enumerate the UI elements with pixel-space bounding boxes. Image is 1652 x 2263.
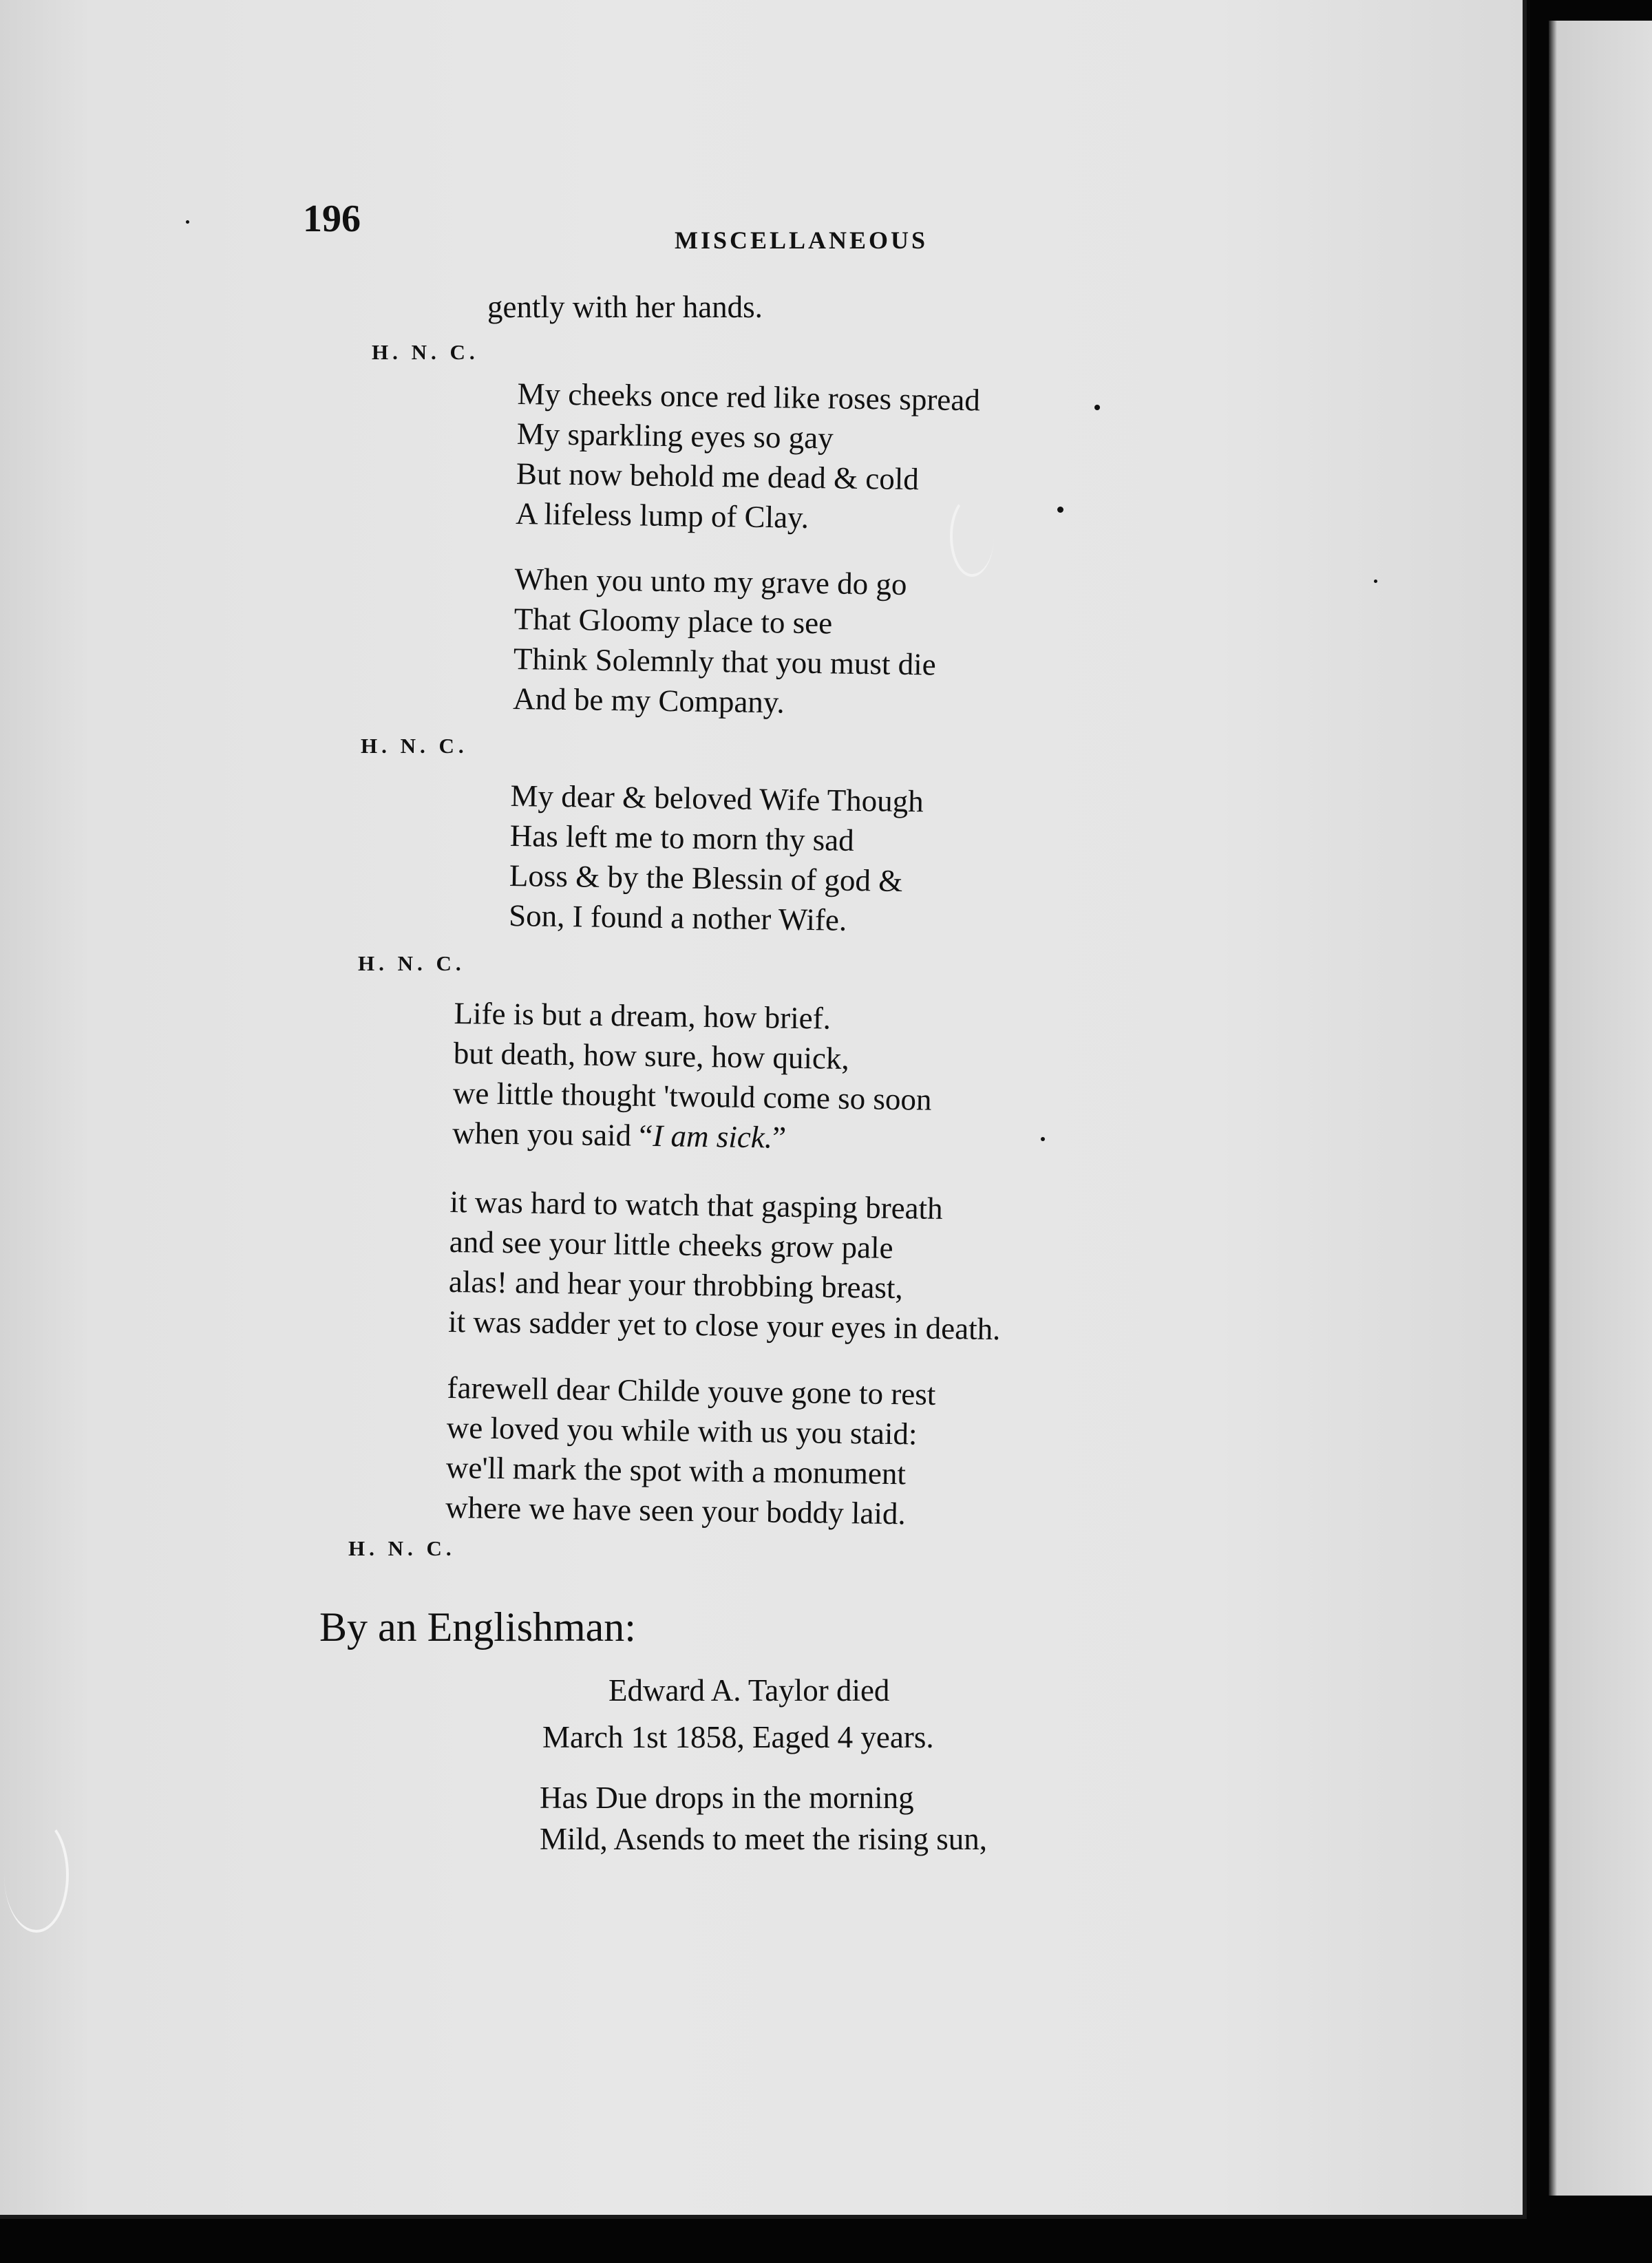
poem-line: we little thought 'twould come so soon — [452, 1075, 932, 1117]
poem-line: But now behold me dead & cold — [516, 456, 920, 497]
poem-line: we'll mark the spot with a monument — [445, 1449, 907, 1491]
poem-line: it was hard to watch that gasping breath — [449, 1184, 943, 1226]
poem-line: and see your little cheeks grow pale — [449, 1224, 893, 1265]
ink-speck — [186, 220, 189, 224]
epitaph-line: March 1st 1858, Eaged 4 years. — [542, 1720, 934, 1754]
poem-line: we loved you while with us you staid: — [446, 1410, 918, 1452]
poem-line: My sparkling eyes so gay — [516, 416, 834, 456]
poem-line: Has left me to morn thy sad — [509, 818, 855, 858]
poem-line: Loss & by the Blessin of god & — [509, 858, 903, 898]
ink-speck — [1094, 405, 1100, 410]
ink-speck — [1374, 580, 1377, 583]
poem-line: it was sadder yet to close your eyes in death. — [447, 1304, 1001, 1347]
section-heading: By an Englishman: — [319, 1604, 636, 1650]
poem-line: My dear & beloved Wife Though — [510, 778, 924, 819]
page-number: 196 — [303, 198, 361, 240]
signature-initials: H. N. C. — [372, 340, 479, 364]
ink-speck — [1041, 1137, 1045, 1141]
poem-line: Think Solemnly that you must die — [513, 641, 937, 682]
signature-initials: H. N. C. — [361, 734, 468, 758]
running-title: MISCELLANEOUS — [675, 226, 929, 254]
poem-line: Son, I found a nother Wife. — [508, 897, 847, 937]
poem-line: Life is but a dream, how brief. — [454, 995, 832, 1036]
adjacent-page-edge — [1549, 21, 1652, 2196]
poem-line: When you unto my grave do go — [514, 561, 907, 602]
signature-initials: H. N. C. — [348, 1536, 456, 1560]
poem-line: gently with her hands. — [487, 290, 763, 324]
poem-line: but death, how sure, how quick, — [453, 1035, 850, 1076]
signature-initials: H. N. C. — [358, 951, 465, 975]
ink-speck — [1057, 507, 1063, 513]
quoted-phrase: I am sick. — [653, 1118, 773, 1155]
poem-line: A lifeless lump of Clay. — [515, 496, 809, 535]
poem-line: Has Due drops in the morning — [540, 1781, 914, 1815]
poem-line: alas! and hear your throbbing breast, — [448, 1264, 904, 1306]
poem-line: My cheeks once red like roses spread — [517, 376, 981, 418]
poem-line: farewell dear Childe youve gone to rest — [447, 1370, 936, 1412]
poem-line: where we have seen your boddy laid. — [445, 1489, 907, 1531]
poem-line: And be my Company. — [512, 681, 785, 720]
scan-artifact — [4, 1817, 69, 1933]
scan-artifact — [950, 496, 994, 577]
epitaph-line: Edward A. Taylor died — [608, 1673, 890, 1708]
poem-line: Mild, Asends to meet the rising sun, — [540, 1822, 987, 1856]
poem-line: when you said “I am sick.” — [452, 1115, 787, 1155]
poem-line: That Gloomy place to see — [513, 601, 833, 641]
